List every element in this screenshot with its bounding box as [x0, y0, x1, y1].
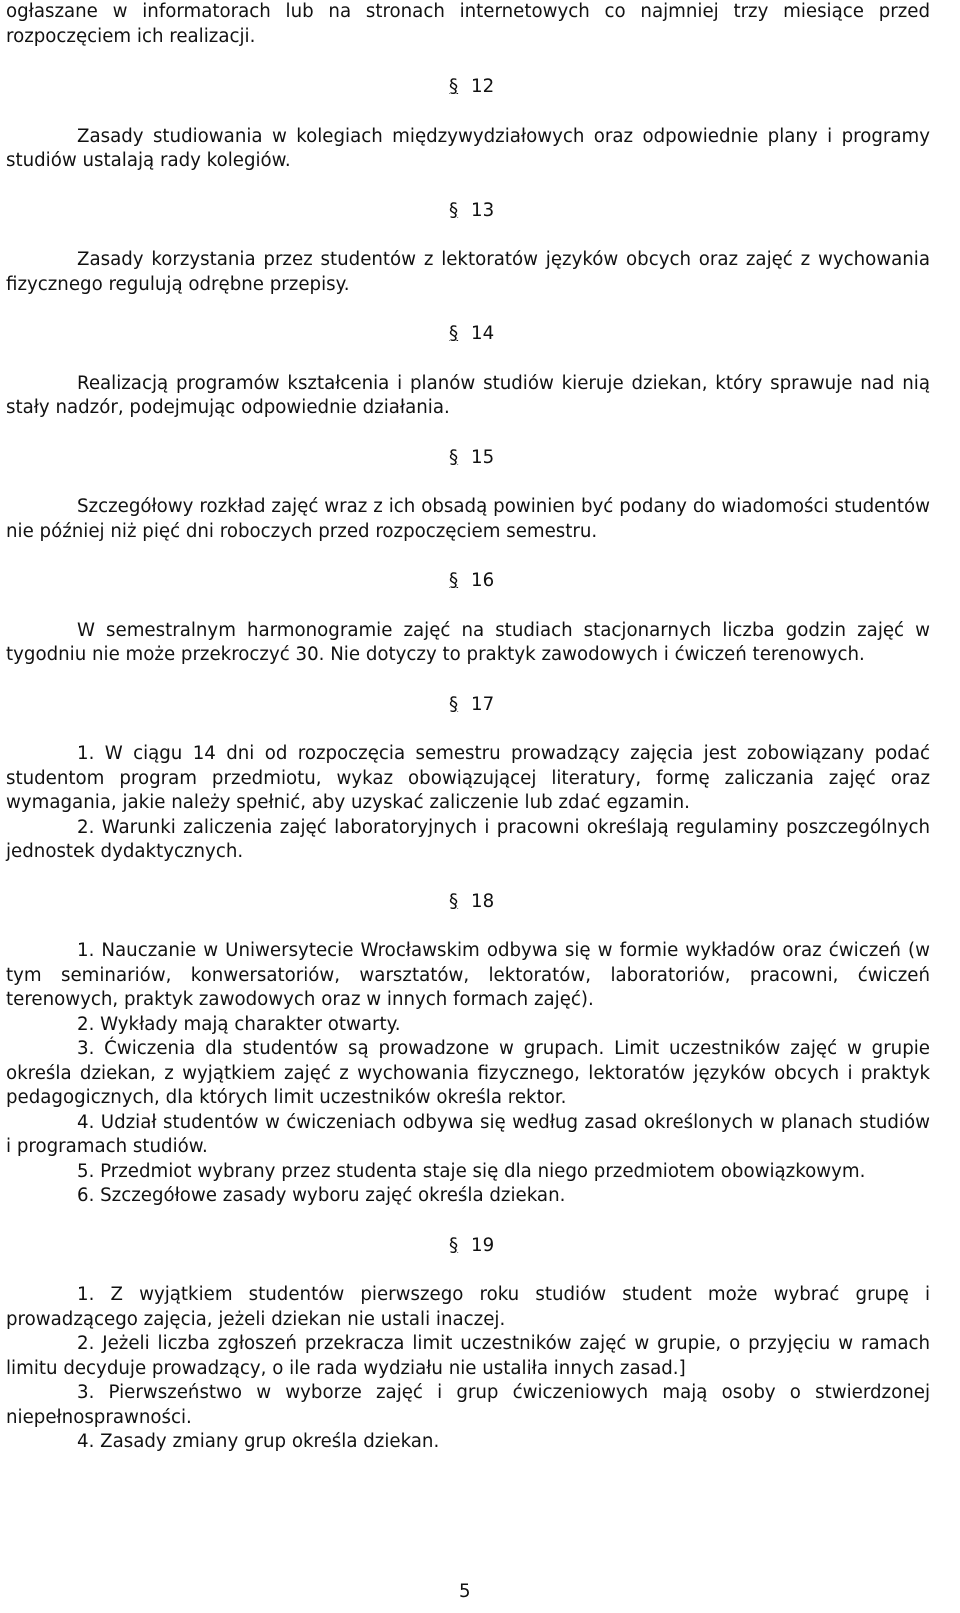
section-12 [6, 75, 930, 174]
section-19 [6, 1234, 930, 1455]
section-heading [449, 75, 930, 100]
sections-container [6, 75, 930, 1455]
section-paragraph: 4. Udział studentów w ćwiczeniach odbywa się według zasad określonych w planach studiów i programach studiów. [6, 1111, 930, 1157]
section-14 [6, 322, 930, 421]
section-16 [6, 569, 930, 668]
section-heading [449, 322, 930, 347]
section-paragraph: Realizacją programów kształcenia i planów studiów kieruje dziekan, który sprawuje nad nią stały nadzór, podejmując odpowiednie działania. [6, 372, 930, 418]
section-15 [6, 446, 930, 545]
section-paragraph: 2. Warunki zaliczenia zajęć laboratoryjnych i pracowni określają regulaminy poszczególnych jednostek dydaktycznych. [6, 816, 930, 862]
section-paragraph: 2. Jeżeli liczba zgłoszeń przekracza limit uczestników zajęć w grupie, o przyjęciu w ramach limitu decyduje prowadzący, o ile rada wydziału nie ustaliła innych zasad.] [6, 1333, 930, 1379]
section-paragraph: Zasady korzystania przez studentów z lektoratów języków obcych oraz zajęć z wychowania fizycznego regulują odrębne przepisy. [6, 249, 930, 295]
section-paragraph: 6. Szczegółowe zasady wyboru zajęć określa dziekan. [77, 1185, 566, 1206]
section-heading [449, 693, 930, 718]
section-paragraph: 1. W ciągu 14 dni od rozpoczęcia semestru prowadzący zajęcia jest zobowiązany podać studentom program przedmiotu, wykaz obowiązującej literatury, formę zaliczania zajęć oraz wymagania, jakie należy spełnić, aby uzyskać zaliczenie lub zdać egzamin. [6, 743, 930, 813]
section-heading [449, 199, 930, 224]
section-13 [6, 199, 930, 298]
section-symbol: § [449, 323, 459, 344]
section-heading [449, 569, 930, 594]
section-symbol: § [449, 199, 459, 221]
document-body [6, 0, 930, 1455]
section-paragraph: 1. Nauczanie w Uniwersytecie Wrocławskim odbywa się w formie wykładów oraz ćwiczeń (w tym seminariów, konwersatoriów, warsztatów, lektoratów, laboratoriów, pracowni, ćwiczeń terenowych, praktyk zawodowych oraz w innych formach zajęć). [6, 940, 930, 1010]
section-paragraph: 3. Ćwiczenia dla studentów są prowadzone w grupach. Limit uczestników zajęć w grupie określa dziekan, z wyjątkiem zajęć z wychowania fizycznego, lektoratów języków obcych i praktyk pedagogicznych, dla których limit uczestników określa rektor. [6, 1038, 930, 1108]
section-symbol: § [449, 446, 459, 468]
section-number: 19 [471, 1234, 495, 1256]
section-symbol: § [449, 1234, 459, 1256]
section-paragraph: 2. Wykłady mają charakter otwarty. [77, 1013, 401, 1035]
section-symbol: § [449, 890, 459, 912]
section-number: 16 [471, 570, 495, 591]
section-number: 12 [471, 76, 495, 97]
section-paragraph: Szczegółowy rozkład zajęć wraz z ich obsadą powinien być podany do wiadomości studentów nie później niż pięć dni roboczych przed rozpoczęciem semestru. [6, 496, 930, 542]
section-paragraph: W semestralnym harmonogramie zajęć na studiach stacjonarnych liczba godzin zajęć w tygodniu nie może przekroczyć 30. Nie dotyczy to praktyk zawodowych i ćwiczeń terenowych. [6, 619, 930, 665]
section-heading [449, 446, 930, 471]
section-heading [449, 890, 930, 915]
section-17 [6, 693, 930, 865]
page-number: 5 [459, 1581, 471, 1602]
section-paragraph: 5. Przedmiot wybrany przez studenta staje się dla niego przedmiotem obowiązkowym. [77, 1160, 866, 1182]
section-heading [449, 1234, 930, 1259]
section-number: 15 [471, 446, 495, 468]
section-paragraph: 4. Zasady zmiany grup określa dziekan. [77, 1431, 440, 1452]
section-paragraph: 3. Pierwszeństwo w wyborze zajęć i grup ćwiczeniowych mają osoby o stwierdzonej niepełnosprawności. [6, 1382, 930, 1428]
section-symbol: § [449, 570, 459, 591]
section-symbol: § [449, 76, 459, 97]
section-number: 17 [471, 693, 495, 715]
section-paragraph: 1. Z wyjątkiem studentów pierwszego roku studiów student może wybrać grupę i prowadzącego zajęcia, jeżeli dziekan nie ustali inaczej. [6, 1284, 930, 1330]
section-paragraph: Zasady studiowania w kolegiach międzywydziałowych oraz odpowiednie plany i programy studiów ustalają rady kolegiów. [6, 125, 930, 171]
section-18 [6, 890, 930, 1209]
intro-paragraph: ogłaszane w informatorach lub na stronach internetowych co najmniej trzy miesiące przed rozpoczęciem ich realizacji. [6, 1, 930, 47]
section-number: 18 [471, 890, 495, 912]
section-symbol: § [449, 693, 459, 715]
section-number: 13 [471, 199, 495, 221]
section-number: 14 [471, 323, 495, 344]
